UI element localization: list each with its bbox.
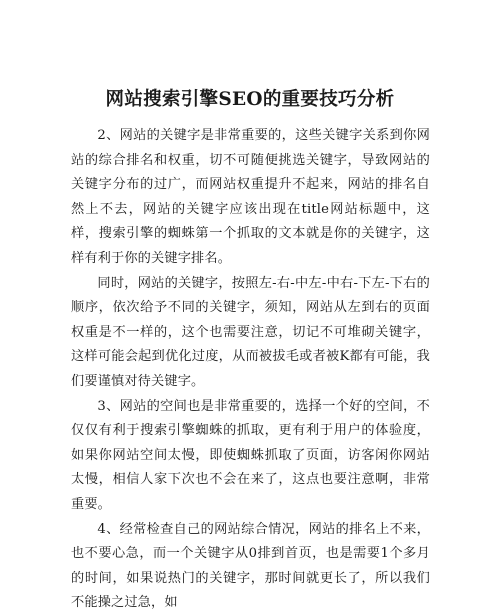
paragraph-hosting-space: 3、网站的空间也是非常重要的，选择一个好的空间，不仅仅有利于搜索引擎蜘蛛的抓取，更有利于用户的体验度，如果你网站空间太慢，即使蜘蛛抓取了页面，访客闲你网站太慢，相信人家下次也不会在来了，这点也要注意啊，非常重要。 [71, 398, 430, 512]
paragraph-keywords: 2、网站的关键字是非常重要的，这些关键字关系到你网站的综合排名和权重，切不可随便挑选关键字，导致网站的关键字分布的过广，而网站权重提升不起来，网站的排名自然上不去，网站的关键字应该出现在title网站标题中，这样，搜索引擎的蜘蛛第一个抓取的文本就是你的关键字，这样有利于你的关键字排名。 [71, 128, 430, 266]
document-body [71, 124, 430, 616]
paragraph-keyword-order: 同时，网站的关键字，按照左-右-中左-中右-下左-下右的顺序，依次给予不同的关键字，须知，网站从左到右的页面权重是不一样的，这个也需要注意，切记不可堆砌关键字，这样可能会起到优化过度，从而被拔毛或者被K都有可能，我们要谨慎对待关键字。 [71, 275, 430, 389]
paragraph-site-check: 4、经常检查自己的网站综合情况，网站的排名上不来，也不要心急，而一个关键字从0排到首页，也是需要1个多月的时间，如果说热门的关键字，那时间就更长了，所以我们不能操之过急，如 [71, 521, 430, 611]
document-title: 网站搜索引擎SEO的重要技巧分析 [105, 89, 395, 110]
